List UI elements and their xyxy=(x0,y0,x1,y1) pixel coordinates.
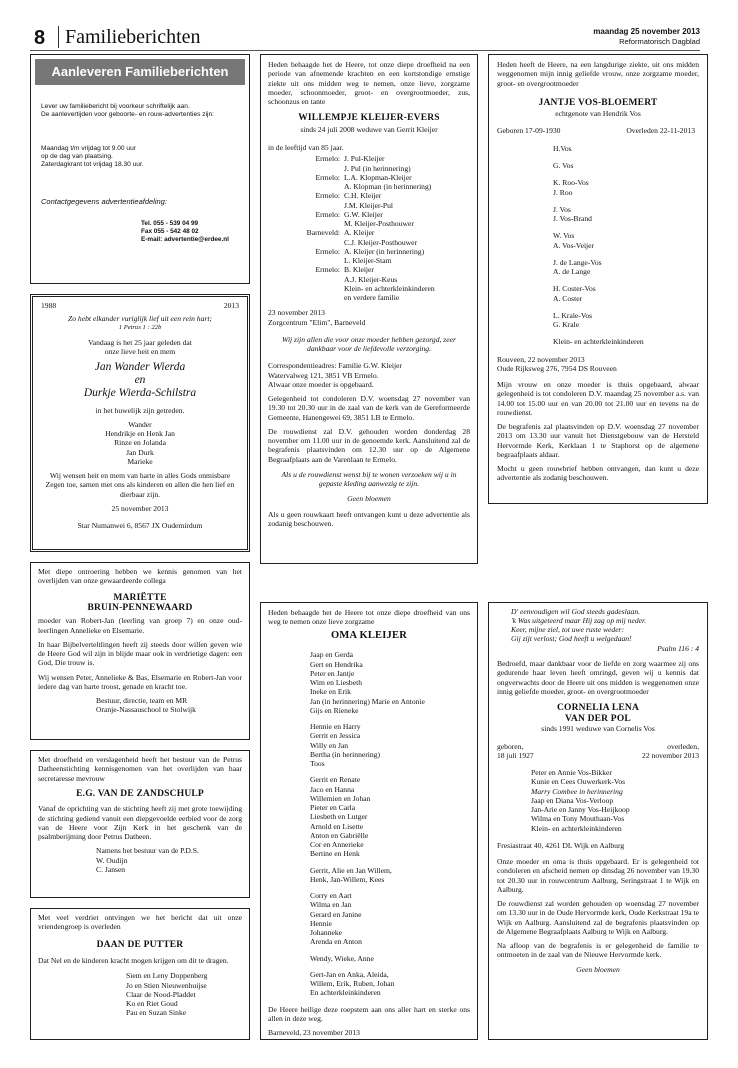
verse-reference: Psalm 116 : 4 xyxy=(657,643,699,653)
relative-name: A. Klopman (in herinnering) xyxy=(344,182,432,192)
ad-intro: Heden behaagde het de Heere, tot onze diepe droefheid na een periode van afnemende krachten en een kortstondige ernstige ziekte uit ons midden weg te nemen, onze lieve, zorgzame moeder, schoonmoeder, groot- en overgrootmoeder, zus, schoonzus en tante xyxy=(268,60,470,106)
family-name: Kunie en Cees Ouwerkerk-Vos xyxy=(531,777,626,787)
signoff-line: Namens het bestuur van de P.D.S. xyxy=(96,846,199,856)
family-name: Ineke en Erik xyxy=(310,687,351,697)
family-name: Arenda en Anton xyxy=(310,937,362,947)
time-line: Maandag t/m vrijdag tot 9.00 uur xyxy=(41,144,136,152)
family-name: Bertha (in herinnering) xyxy=(310,749,381,759)
de-putter-ad xyxy=(30,908,250,1040)
relative-name: L.A. Klopman-Kleijer xyxy=(344,172,412,182)
family-group xyxy=(310,954,470,963)
family-group xyxy=(310,970,470,998)
no-flowers: Geen bloemen xyxy=(347,494,391,504)
van-der-pol-ad xyxy=(488,602,708,1040)
family-name: Gert-Jan en Anka, Aleida, xyxy=(310,969,389,979)
verse-line: Keer, mijne ziel, tot uwe ruste weder: xyxy=(511,624,625,634)
family-group xyxy=(310,775,470,858)
family-list xyxy=(531,768,699,833)
relative-names xyxy=(344,210,470,229)
death-label: overleden, xyxy=(667,741,699,751)
family-name: Gert en Hendrika xyxy=(310,659,363,669)
child-name: Hendrikje en Henk Jan xyxy=(105,429,175,439)
ad-intro: Heden behaagde het de Heere tot onze diepe droefheid van ons weg te nemen onze lieve zorgzame xyxy=(268,608,470,627)
home-address: Oude Rijksweg 276, 7954 DS Rouveen xyxy=(497,363,617,373)
reception-info: Na afloop van de begrafenis is er gelegenheid de familie te ontmoeten in de zaal van de Nieuwe Hervormde kerk. xyxy=(497,941,699,960)
family-name: J. Roo xyxy=(553,187,573,197)
paragraph: In haar Bijbelverteltlingen heeft zij steeds door willen geven wie de Heere God wil zijn in blijde maar ook in verdrietige dagen: een God, Die trouw is. xyxy=(38,639,242,668)
family-name: W. Vos xyxy=(553,231,575,241)
family-name: Gijs en Rieneke xyxy=(310,705,359,715)
family-name: Willem, Erik, Ruben, Johan xyxy=(310,979,395,989)
place-date: Rouveen, 22 november 2013 xyxy=(497,354,585,364)
relative-names xyxy=(344,191,470,210)
family-name: Arnold en Lisette xyxy=(310,821,364,831)
condolence-info: Gelegenheid tot condoleren D.V. woensdag 27 november van 19.30 tot 20.30 uur in de zaal van de kerk van de Gereformeerde Gemeente, Hanengewei 69, 3851 LB te Ermelo. xyxy=(268,394,470,422)
child-name: Jan Durk xyxy=(126,447,154,457)
deceased-name: E.G. VAN DE ZANDSCHULP xyxy=(76,788,204,799)
family-name: Pieter en Carla xyxy=(310,803,356,813)
paragraph: moeder van Robert-Jan (leerling van groep 7) en onze oud-leerlingen Annelieke en Elsemarie. xyxy=(38,616,242,635)
year-row xyxy=(41,301,239,310)
signoff xyxy=(96,696,242,715)
family-list xyxy=(553,144,699,347)
deceased-name xyxy=(497,703,699,724)
ad-intro: Met diepe ontroering hebben we kennis genomen van het overlijden van onze gewaardeerde collega xyxy=(38,567,242,586)
first-names: CORNELIA LENA xyxy=(556,703,640,714)
time-line: op de dag van plaatsing. xyxy=(41,152,113,160)
time-line: Zaterdagkrant tot vrijdag 18.30 uur. xyxy=(41,160,144,168)
closing-note: Mocht u geen rouwbrief hebben ontvangen, dan kunt u deze advertentie als zodanig beschouwen. xyxy=(497,464,699,483)
widow-of: sinds 24 juli 2008 weduwe van Gerrit Kleijer xyxy=(300,124,438,134)
wish-text: Wij wensen heit en mem van harte in alles Gods onmisbare Zegen toe, samen met ons als kinderen en allen die hen lief en dierbaar zijn. xyxy=(45,471,235,499)
aanleveren-box xyxy=(30,54,250,284)
relative-place: Ermelo: xyxy=(315,154,340,164)
family-name: H. Coster-Vos xyxy=(553,284,596,294)
child-name: Wander xyxy=(128,419,152,429)
kleijer-evers-ad xyxy=(260,54,478,564)
family-name: Jaap en Gerda xyxy=(310,650,354,660)
family-name: J. de Lange-Vos xyxy=(553,257,602,267)
death-date: 23 november 2013 xyxy=(268,308,325,318)
friend-name: Pau en Suzan Sinke xyxy=(126,1008,187,1018)
death-date: Overleden 22-11-2013 xyxy=(626,125,695,135)
relative-place: Ermelo: xyxy=(315,246,340,256)
family-group xyxy=(310,722,470,768)
service-info: De rouwdienst zal D.V. gehouden worden donderdag 28 november om 11.00 uur in de genoemde kerk. Aansluitend zal de begrafenis plaatsvinden om 12.30 uur op de Algemene Begraafplaats aan de Varenlaan te Ermelo. xyxy=(268,426,470,464)
family-group xyxy=(553,337,699,346)
family-name: A. de Lange xyxy=(553,267,591,277)
relative-names xyxy=(344,228,470,247)
age-line: in de leeftijd van 85 jaar. xyxy=(268,143,344,153)
family-name: En achterkleinkinderen xyxy=(310,988,381,998)
relative-place: Ermelo: xyxy=(315,191,340,201)
deceased-name: DAAN DE PUTTER xyxy=(96,939,184,950)
family-name: Henk, Jan-Willem, Kees xyxy=(310,874,385,884)
relative-place: Ermelo: xyxy=(315,265,340,275)
verse-reference: 1 Petrus 1 : 22b xyxy=(118,323,162,331)
family-name: Corry en Aart xyxy=(310,891,352,901)
family-name: Bertine en Henk xyxy=(310,849,360,859)
signoff xyxy=(96,846,242,874)
family-group xyxy=(553,231,699,250)
family-group xyxy=(553,144,699,153)
family-list xyxy=(310,650,470,997)
family-name: Willemien en Johan xyxy=(310,793,371,803)
family-name: Jan (in herinnering) Marie en Antonie xyxy=(310,696,425,706)
family-name: Gerrit en Renate xyxy=(310,775,361,785)
family-group xyxy=(553,258,699,277)
death-date: 22 november 2013 xyxy=(642,750,699,760)
family-name: L. Krale-Vos xyxy=(553,310,593,320)
family-name: Cor en Annerieke xyxy=(310,840,364,850)
life-dates xyxy=(497,126,695,135)
family-group xyxy=(310,891,470,947)
home-address: Fresiastraat 40, 4261 DL Wijk en Aalburg xyxy=(497,840,625,850)
year-left: 1988 xyxy=(41,301,57,310)
relative-name: L. Kleijer-Stam xyxy=(344,256,392,266)
family-name: Hennie en Harry xyxy=(310,722,361,732)
birth xyxy=(497,742,534,761)
wife-name: Durkje Wierda-Schilstra xyxy=(83,387,197,400)
oma-kleijer-ad xyxy=(260,602,478,1040)
family-name: A. Vos-Veijer xyxy=(553,240,595,250)
page-number: 8 xyxy=(34,27,46,49)
paper-name: Reformatorisch Dagblad xyxy=(619,36,700,46)
relative-name: J. Pul (in herinnering) xyxy=(344,163,411,173)
family-name: J. Vos xyxy=(553,204,571,214)
corr-line: Correspondentieadres: Familie G.W. Kleijer xyxy=(268,361,403,371)
birth-date: 18 juli 1927 xyxy=(497,750,534,760)
ad-intro: Heden heeft de Heere, na een langdurige ziekte, uit ons midden weggenomen mijn innig geliefde vrouw, onze zorgzame moeder, groot- en overgrootmoeder xyxy=(497,60,699,88)
relative-name: A.J. Kleijer-Keus xyxy=(344,274,398,284)
first-name: MARIËTTE xyxy=(113,592,167,603)
family-name: Jaap en Diana Vos-Verloop xyxy=(531,795,614,805)
contact-phone[interactable]: Tel. 055 - 539 04 99 xyxy=(141,220,199,228)
relative-name: en verdere familie xyxy=(344,293,400,303)
relative-name: M. Kleijer-Posthouwer xyxy=(344,219,414,229)
family-name: Liesbeth en Lutger xyxy=(310,812,368,822)
family-name: Jaco en Hanna xyxy=(310,784,355,794)
relative-name: J.M. Kleijer-Pul xyxy=(344,200,393,210)
friend-name: Siem en Leny Doppenberg xyxy=(126,971,208,981)
masthead-info xyxy=(593,27,700,46)
aanleveren-title: Aanleveren Familieberichten xyxy=(35,59,245,85)
corr-line: Watervalweg 121, 3851 VB Ermelo. xyxy=(268,370,379,380)
ad-intro: Met veel verdriet ontvingen we het bericht dat uit onze vriendengroep is overleden xyxy=(38,913,242,932)
family-name: G. Vos xyxy=(553,161,574,171)
birth-date: Geboren 17-09-1930 xyxy=(497,125,561,135)
year-right: 2013 xyxy=(223,301,239,310)
verse-line: D' eenvoudigen wil God steeds gadeslaan. xyxy=(511,607,641,616)
section-title: Familieberichten xyxy=(58,26,201,48)
family-group xyxy=(310,650,470,715)
surname: BRUIN-PENNEWAARD xyxy=(87,603,193,614)
friend-name: Claar de Nood-Pladdet xyxy=(126,989,196,999)
family-name: Marry Combee in herinnering xyxy=(531,786,623,796)
deceased-name: OMA KLEIJER xyxy=(330,629,407,641)
ad-intro: Bedroefd, maar dankbaar voor de liefde en zorg waarmee zij ons gedurende haar leven heeft omringd, geven wij u kennis dat ongverwachts door de Heere uit ons midden is weggenomen onze innig geliefde moeder, groot- en overgrootmoeder xyxy=(497,659,699,696)
wierda-anniversary-ad xyxy=(30,294,250,552)
relative-name: J. Pul-Kleijer xyxy=(344,154,385,164)
paragraph: Dat Nel en de kinderen kracht mogen krijgen om dit te dragen. xyxy=(38,956,229,966)
bible-verse: Zo hebt elkander vuriglijk lief uit een rein hart; xyxy=(68,314,212,324)
family-name: Klein- en achterkleinkinderen xyxy=(531,823,622,833)
couple-names xyxy=(41,361,239,401)
dress-request: Als u de rouwdienst wenst bij te wonen verzoeken wij u in gepaste kleding aanwezig te zijn. xyxy=(281,469,457,489)
no-flowers: Geen bloemen xyxy=(576,964,620,974)
relative-place: Barneveld: xyxy=(306,228,340,238)
widow-of: sinds 1991 weduwe van Cornelis Vos xyxy=(541,724,655,734)
ad-address: Star Numanwei 6, 8567 JX Oudemirdum xyxy=(77,521,203,531)
signoff-line: Bestuur, directie, team en MR xyxy=(96,696,188,706)
family-name: H.Vos xyxy=(553,143,572,153)
relative-names xyxy=(344,265,470,302)
relative-name: A. Kleijer xyxy=(344,228,375,238)
verse-line: 'k Was uitgeteerd maar Hij zag op mij neder. xyxy=(511,615,646,625)
aanleveren-intro xyxy=(41,103,239,119)
deceased-name xyxy=(38,593,242,615)
bruin-pennewaard-ad xyxy=(30,562,250,740)
intro-line: De aanlevertijden voor geboorte- en rouw-advertenties zijn: xyxy=(41,110,214,118)
relative-names xyxy=(344,154,470,173)
issue-date: maandag 25 november 2013 xyxy=(593,27,700,36)
psalm-verse xyxy=(511,608,699,644)
spouse-line: echtgenote van Hendrik Vos xyxy=(555,109,641,119)
funeral-info: De begrafenis zal plaatsvinden op D.V. woensdag 27 november 2013 om 13.30 uur vanuit het Dienstgebouw van de Hersteld Hervormde Kerk, Kerklaan 1 te Staphorst op de algemene begraafplaats aldaar. xyxy=(497,422,699,459)
family-name: J. Vos-Brand xyxy=(553,214,592,224)
relative-names xyxy=(344,173,470,192)
friends-list xyxy=(126,971,242,1017)
relative-name: B. Kleijer xyxy=(344,265,374,275)
vos-bloemert-ad xyxy=(488,54,708,504)
family-group xyxy=(553,205,699,224)
contact-email[interactable]: E-mail: advertentie@erdee.nl xyxy=(141,235,229,243)
birth-label: geboren, xyxy=(497,741,524,751)
signoff-line: W. Oudijn xyxy=(96,855,128,865)
family-name: A. Coster xyxy=(553,293,583,303)
contact-fax: Fax 055 - 542 48 02 xyxy=(141,227,199,235)
family-name: K. Roo-Vos xyxy=(553,178,589,188)
place-date: Barneveld, 23 november 2013 xyxy=(268,1028,360,1038)
verse-line: Gij zijt verlost; God heeft u welgedaan! xyxy=(511,633,632,643)
family-name: Klein- en achterkleinkinderen xyxy=(553,337,644,347)
service-info: De rouwdienst zal worden gehouden op woensdag 27 november om 13.30 uur in de Oude Hervormde kerk, Oude Kerkstraat 19a te Wijk en Aalburg. Aansluitend zal de begrafenis plaatsvinden op de Algemene Begraafplaats Aalburg te Wijk en Aalburg. xyxy=(497,899,699,936)
ad-intro: Met droefheid en verslagenheid heeft het bestuur van de Petrus Datheenstichting kennisgenomen van het overlijden van haar secretaresse mevrouw xyxy=(38,755,242,783)
child-name: Marieke xyxy=(127,456,153,466)
married-line: in het huwelijk zijn getreden. xyxy=(95,405,185,415)
relative-place: Ermelo: xyxy=(315,172,340,182)
family-group xyxy=(553,311,699,330)
condolence-info: Onze moeder en oma is thuis opgebaard. Er is gelegenheid tot condoleren en afscheid nemen op dinsdag 26 november van 19.30 tot 20.30 uur in rouwcentrum Aalburg, Seringstraat 1 te Wijk en Aalburg. xyxy=(497,857,699,894)
header-rule xyxy=(30,50,700,51)
signoff-line: Oranje-Nassauschool te Stolwijk xyxy=(96,705,196,715)
condolence-info: Mijn vrouw en onze moeder is thuis opgebaard, alwaar gelegenheid is tot condoleren D.V. maandag 25 november a.s. van 14.00 tot 15.00 uur en van 20.00 tot 21.00 uur en tevens na de rouwdienst. xyxy=(497,380,699,417)
relative-name: C.H. Kleijer xyxy=(344,191,382,201)
relative-name: C.J. Kleijer-Posthouwer xyxy=(344,237,418,247)
life-dates xyxy=(497,742,699,761)
death-location: Zorgcentrum "Elim", Barneveld xyxy=(268,317,366,327)
relative-name: Klein- en achterkleinkinderen xyxy=(344,283,435,293)
husband-name: Jan Wander Wierda xyxy=(94,361,186,374)
intro-line: Lever uw familiebericht bij voorkeur schriftelijk aan. xyxy=(41,102,190,110)
family-name: Hennie xyxy=(310,918,332,928)
relative-place: Ermelo: xyxy=(315,209,340,219)
deceased-name: JANTJE VOS-BLOEMERT xyxy=(538,97,658,108)
deceased-name: WILLEMPJE KLEIJER-EVERS xyxy=(298,113,440,124)
family-group xyxy=(553,161,699,170)
friend-name: Ko en Riet Goud xyxy=(126,999,178,1009)
family-name: Wilma en Jan xyxy=(310,900,352,910)
signoff-line: C. Jansen xyxy=(96,864,126,874)
family-name: Wendy, Wieke, Anne xyxy=(310,953,374,963)
family-name: Peter en Jantje xyxy=(310,668,355,678)
paragraph: Vanaf de oprichting van de stichting heeft zij met grote toewijding de stichting gediend vanuit een diepgevoelde eerbied voor de zorg van de Heere voor Zijn Kerk in het geschenk van de psalmberijming door Petrus Datheen. xyxy=(38,804,242,842)
paragraph: Wij wensen Peter, Annelieke & Bas, Elsemarie en Robert-Jan voor iedere dag van harte troost, genade en kracht toe. xyxy=(38,672,242,691)
relatives-list xyxy=(280,154,470,302)
family-group xyxy=(553,178,699,197)
family-name: Johanneke xyxy=(310,928,343,938)
relative-name: A. Kleijer (in herinnering) xyxy=(344,246,425,256)
family-name: Willy en Jan xyxy=(310,740,349,750)
closing-note: De Heere heilige deze roepstem aan ons aller hart en sterke ons allen in deze weg. xyxy=(268,1004,470,1023)
closing-note: Als u geen rouwkaart heeft ontvangen kunt u deze advertentie als zodanig beschouwen. xyxy=(268,509,470,528)
conjunction: en xyxy=(134,374,146,387)
aanleveren-times xyxy=(41,145,239,169)
children-list xyxy=(41,420,239,466)
family-name: Gerard en Janine xyxy=(310,909,362,919)
family-group xyxy=(310,866,470,885)
family-name: Gerrit, Alie en Jan Willem, xyxy=(310,865,392,875)
family-group xyxy=(553,284,699,303)
family-name: Wilma en Tony Mouthaan-Vos xyxy=(531,814,625,824)
relative-name: G.W. Kleijer xyxy=(344,209,383,219)
intro-line: onze lieve heit en mem xyxy=(104,346,176,356)
thanks-quote: Wij zijn allen die voor onze moeder hebben gezorgd, zeer dankbaar voor de liefdevolle verzorging. xyxy=(282,334,456,354)
ad-date: 25 november 2013 xyxy=(111,503,169,513)
family-name: Wim en Liesbeth xyxy=(310,678,362,688)
friend-name: Jo en Stien Nieuwenhuijse xyxy=(126,980,207,990)
family-name: Peter en Annie Vos-Bikker xyxy=(531,768,612,778)
contact-label: Contactgegevens advertentieafdeling: xyxy=(41,197,167,207)
contact-details xyxy=(141,220,239,243)
family-name: G. Krale xyxy=(553,320,580,330)
family-name: Anton en Gabriëlle xyxy=(310,830,369,840)
zandschulp-ad xyxy=(30,750,250,898)
family-name: Toos xyxy=(310,759,325,769)
anniversary-intro xyxy=(41,338,239,357)
relative-names xyxy=(344,247,470,266)
death xyxy=(642,742,699,761)
correspondence xyxy=(268,361,470,389)
child-name: Rinze en Jolanda xyxy=(114,438,166,448)
surname: VAN DER POL xyxy=(565,713,631,724)
corr-line: Alwaar onze moeder is opgebaard. xyxy=(268,379,374,389)
intro-line: Vandaag is het 25 jaar geleden dat xyxy=(88,337,192,347)
family-name: Gerrit en Jessica xyxy=(310,731,361,741)
family-name: Jan-Arie en Janny Vos-Heijkoop xyxy=(531,805,630,815)
